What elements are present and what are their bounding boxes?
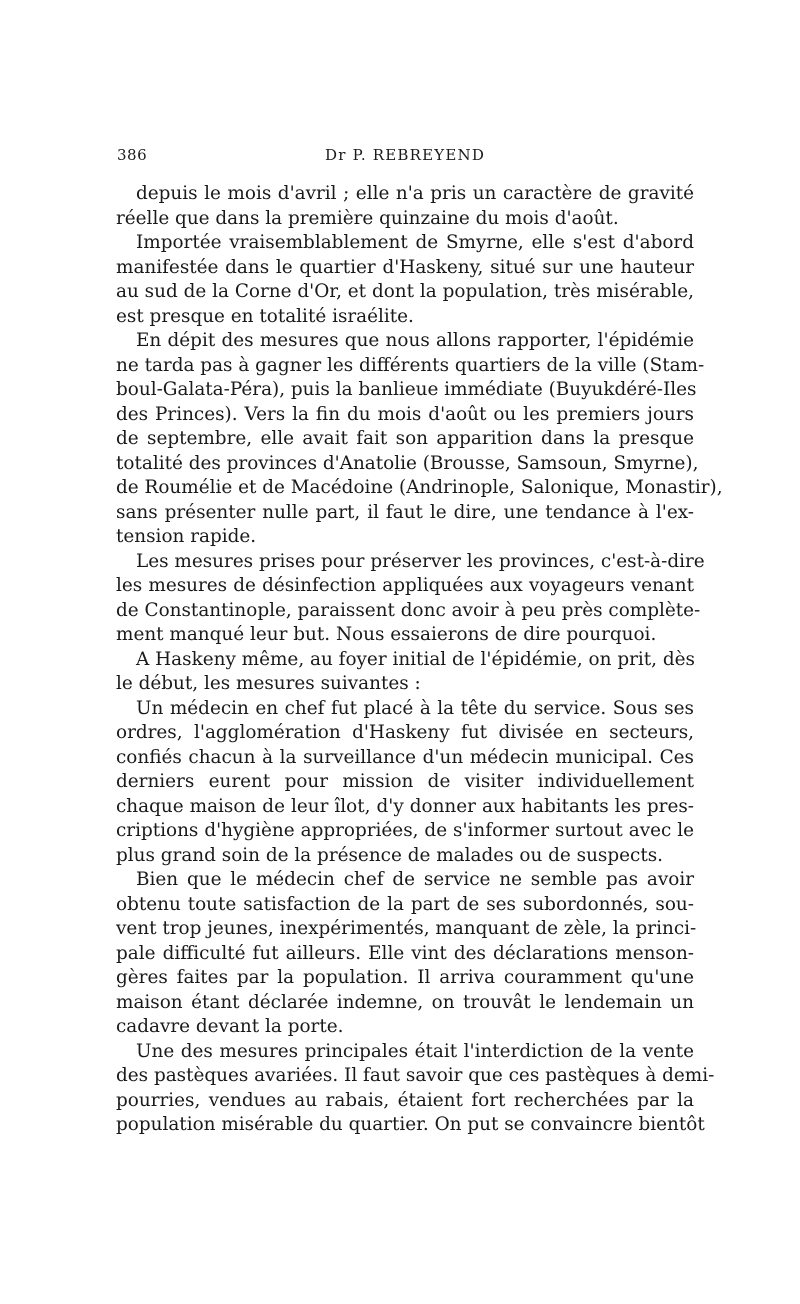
text-line: les mesures de désinfection appliquées aux voyageurs venant xyxy=(116,575,694,596)
text-line: chaque maison de leur îlot, d'y donner aux habitants les pres- xyxy=(116,795,694,817)
text-line: Bien que le médecin chef de service ne semble pas avoir xyxy=(136,869,694,890)
text-line: depuis le mois d'avril ; elle n'a pris un caractère de gravité xyxy=(136,183,694,204)
text-line: boul-Galata-Péra), puis la banlieue immédiate (Buyukdéré-Iles xyxy=(116,379,697,400)
text-line: gères faites par la population. Il arriva couramment qu'une xyxy=(116,967,694,988)
text-line: plus grand soin de la présence de malades ou de suspects. xyxy=(116,844,663,866)
text-line: vent trop jeunes, inexpérimentés, manquant de zèle, la princi- xyxy=(116,918,697,939)
text-line: A Haskeny même, au foyer initial de l'épidémie, on prit, dès xyxy=(136,648,695,670)
text-line: des pastèques avariées. Il faut savoir que ces pastèques à demi- xyxy=(116,1065,715,1086)
paragraph xyxy=(116,329,723,550)
text-line: tension rapide. xyxy=(116,526,257,547)
text-line: de Roumélie et de Macédoine (Andrinople, Salonique, Monastir), xyxy=(116,477,723,498)
text-line: réelle que dans la première quinzaine du mois d'août. xyxy=(116,207,619,229)
text-line: ordres, l'agglomération d'Haskeny fut divisée en secteurs, xyxy=(116,722,694,743)
running-head: Dr P. REBREYEND xyxy=(325,146,486,164)
text-line: Les mesures prises pour préserver les provinces, c'est-à-dire xyxy=(136,550,705,572)
paragraph xyxy=(116,697,694,869)
text-line: sans présenter nulle part, il faut le dire, une tendance à l'ex- xyxy=(116,501,694,523)
paragraph xyxy=(116,1040,715,1138)
text-line: le début, les mesures suivantes : xyxy=(116,673,421,694)
text-line: criptions d'hygiène appropriées, de s'informer surtout avec le xyxy=(116,820,694,841)
paragraph xyxy=(116,648,694,697)
text-line: derniers eurent pour mission de visiter individuellement xyxy=(116,771,694,792)
text-line: manifestée dans le quartier d'Haskeny, situé sur une hauteur xyxy=(116,256,694,278)
text-line: En dépit des mesures que nous allons rapporter, l'épidémie xyxy=(136,330,694,351)
text-line: ne tarda pas à gagner les différents quartiers de la ville (Stam- xyxy=(116,354,705,376)
page-number: 386 xyxy=(117,146,148,164)
text-line: obtenu toute satisfaction de la part de ses subordonnés, sou- xyxy=(116,893,694,915)
text-line: cadavre devant la porte. xyxy=(116,1016,344,1037)
text-line: est presque en totalité israélite. xyxy=(116,305,414,327)
text-line: pourries, vendues au rabais, étaient fort recherchées par la xyxy=(116,1089,694,1111)
text-line: confiés chacun à la surveillance d'un médecin municipal. Ces xyxy=(116,746,694,768)
text-line: au sud de la Corne d'Or, et dont la population, très misérable, xyxy=(116,281,694,302)
text-line: des Princes). Vers la fin du mois d'août ou les premiers jours xyxy=(116,403,694,425)
text-line: Un médecin en chef fut placé à la tête du service. Sous ses xyxy=(136,697,694,719)
text-line: de septembre, elle avait fait son apparition dans la presque xyxy=(116,428,694,449)
paragraph xyxy=(116,550,705,648)
body-text xyxy=(116,182,723,1138)
text-line: totalité des provinces d'Anatolie (Brousse, Samsoun, Smyrne), xyxy=(116,452,699,474)
paragraph xyxy=(116,182,694,231)
text-line: pale difficulté fut ailleurs. Elle vint des déclarations menson- xyxy=(116,942,694,964)
text-line: ment manqué leur but. Nous essaierons de dire pourquoi. xyxy=(116,624,657,645)
text-line: de Constantinople, paraissent donc avoir à peu près complète- xyxy=(116,599,701,621)
text-line: population misérable du quartier. On put se convaincre bientôt xyxy=(116,1114,705,1135)
page-header xyxy=(115,146,695,170)
text-line: Importée vraisemblablement de Smyrne, elle s'est d'abord xyxy=(136,232,694,253)
text-line: Une des mesures principales était l'interdiction de la vente xyxy=(136,1040,694,1062)
text-line: maison étant déclarée indemne, on trouvât le lendemain un xyxy=(116,991,694,1013)
paragraph xyxy=(116,868,697,1040)
paragraph xyxy=(116,231,694,329)
